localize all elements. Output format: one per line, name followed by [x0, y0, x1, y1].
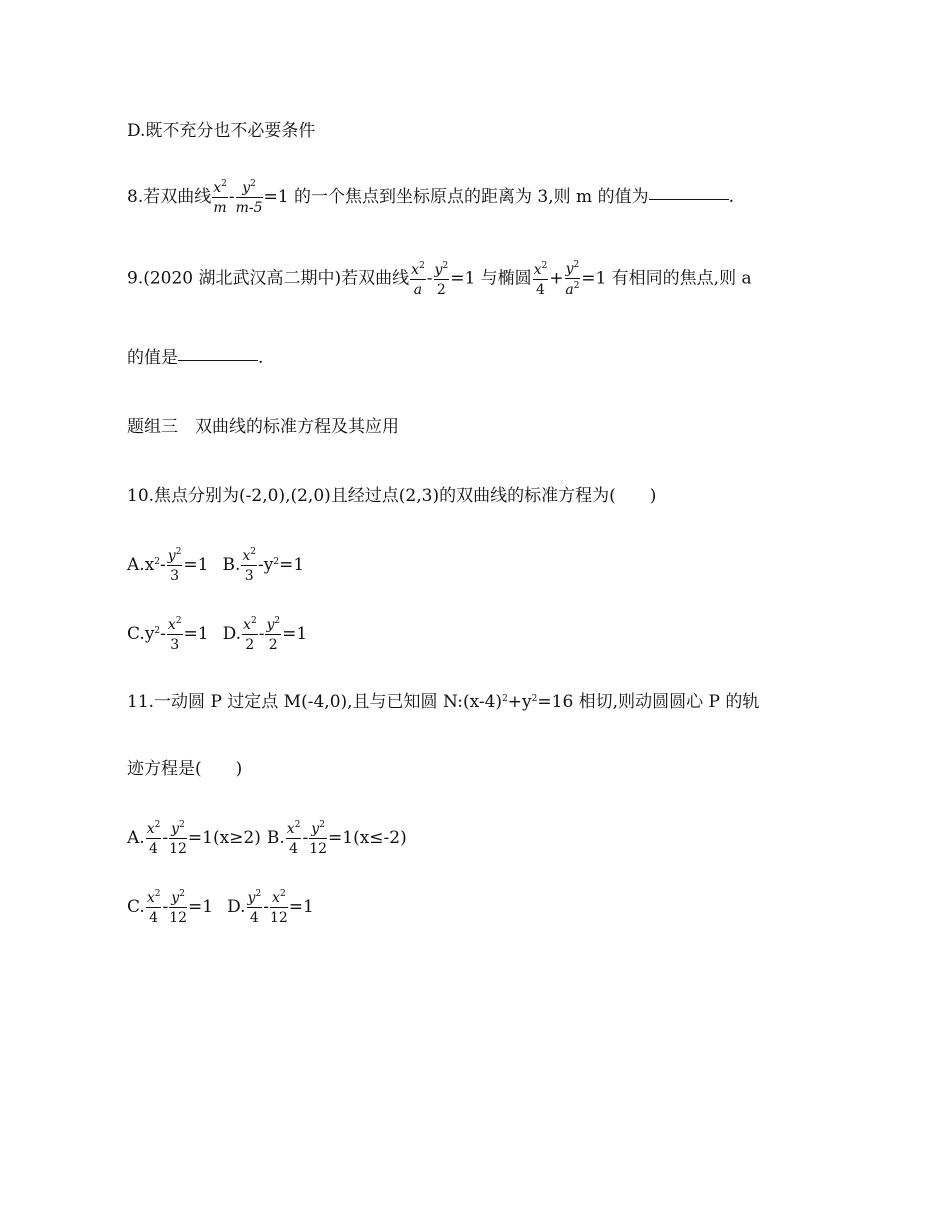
question-11-stem: 11.一动圆 P 过定点 M(-4,0),且与已知圆 $N:(x-4)^2+y^2=16$ 相切,则动圆圆心 P 的轨 — [127, 692, 760, 712]
q11-d-fraction-1: $\frac{y^2}{4}$ — [247, 889, 262, 926]
q11-options-ab: A. $\frac{x^2}{4}$ - $\frac{y^2}{12}$ =1(x≥2) B. $\frac{x^2}{4}$ - $\frac{y^2}{12}$ =1(x≤-2) — [127, 820, 407, 857]
q10-c-fraction: $\frac{x^2}{3}$ — [167, 616, 182, 653]
q8-fraction-1: $\frac{x^2}{m}$ — [213, 179, 227, 216]
q11-a-fraction-1: $\frac{x^2}{4}$ — [146, 820, 161, 857]
question-9-line-2: 的值是 . — [127, 348, 264, 368]
question-11-stem-2: 迹方程是( ) — [127, 759, 243, 779]
q9-fraction-3: $\frac{x^2}{4}$ — [533, 260, 548, 298]
q10-options-ab: $A.x^2-$ $\frac{y^2}{3}$ =1 B. $\frac{x^2}{3}$ $-y^2=1$ — [127, 547, 305, 584]
q10-a-fraction: $\frac{y^2}{3}$ — [167, 547, 182, 584]
question-10-stem: 10.焦点分别为(-2,0),(2,0)且经过点(2,3)的双曲线的标准方程为( ) — [127, 486, 657, 506]
q11-d-fraction-2: $\frac{x^2}{12}$ — [269, 889, 288, 926]
q9-fraction-4: $\frac{y^2}{a^2}$ — [565, 260, 580, 298]
q9-prefix: 9.(2020 湖北武汉高二期中)若双曲线 — [127, 268, 410, 289]
q10-options-cd: $C.y^2-$ $\frac{x^2}{3}$ =1 D. $\frac{x^2}{2}$ - $\frac{y^2}{2}$ =1 — [127, 616, 308, 653]
q10-b-fraction: $\frac{x^2}{3}$ — [242, 547, 257, 584]
q10-d-fraction-2: $\frac{y^2}{2}$ — [266, 616, 281, 653]
q11-a-fraction-2: $\frac{y^2}{12}$ — [169, 820, 187, 857]
section-title: 题组三 双曲线的标准方程及其应用 — [127, 417, 399, 437]
q8-prefix: 8.若双曲线 — [127, 187, 212, 207]
q8-text: 的一个焦点到坐标原点的距离为 3,则 m 的值为 — [288, 187, 649, 207]
q11-b-fraction-1: $\frac{x^2}{4}$ — [286, 820, 301, 857]
q9-fraction-2: $\frac{y^2}{2}$ — [434, 260, 449, 298]
q8-fraction-2: $\frac{y^2}{m-5}$ — [235, 179, 263, 216]
q9-fraction-1: $\frac{x^2}{a}$ — [411, 260, 425, 298]
q11-c-fraction-2: $\frac{y^2}{12}$ — [169, 889, 188, 926]
q11-c-fraction-1: $\frac{x^2}{4}$ — [146, 889, 161, 926]
q10-d-fraction-1: $\frac{x^2}{2}$ — [243, 616, 257, 653]
q11-options-cd: C. $\frac{x^2}{4}$ - $\frac{y^2}{12}$ =1 D. $\frac{y^2}{4}$ - $\frac{x^2}{12}$ =1 — [127, 889, 314, 926]
q9-answer-blank[interactable] — [178, 359, 258, 361]
q7-option-d: D.既不充分也不必要条件 — [127, 121, 316, 141]
q8-answer-blank[interactable] — [649, 198, 729, 200]
q11-b-fraction-2: $\frac{y^2}{12}$ — [309, 820, 328, 857]
q9-text: =1 有相同的焦点,则 a — [581, 268, 752, 289]
question-9: 9.(2020 湖北武汉高二期中)若双曲线 $\frac{x^2}{a}$ - $\frac{y^2}{2}$ =1 与椭圆 $\frac{x^2}{4}$ + $\frac{y^2}{a^2}$ =1 有相同的焦点,则 a — [127, 260, 752, 298]
question-8: 8.若双曲线 $\frac{x^2}{m}$ - $\frac{y^2}{m-5}$ =1 的一个焦点到坐标原点的距离为 3,则 m 的值为 . — [127, 179, 734, 216]
